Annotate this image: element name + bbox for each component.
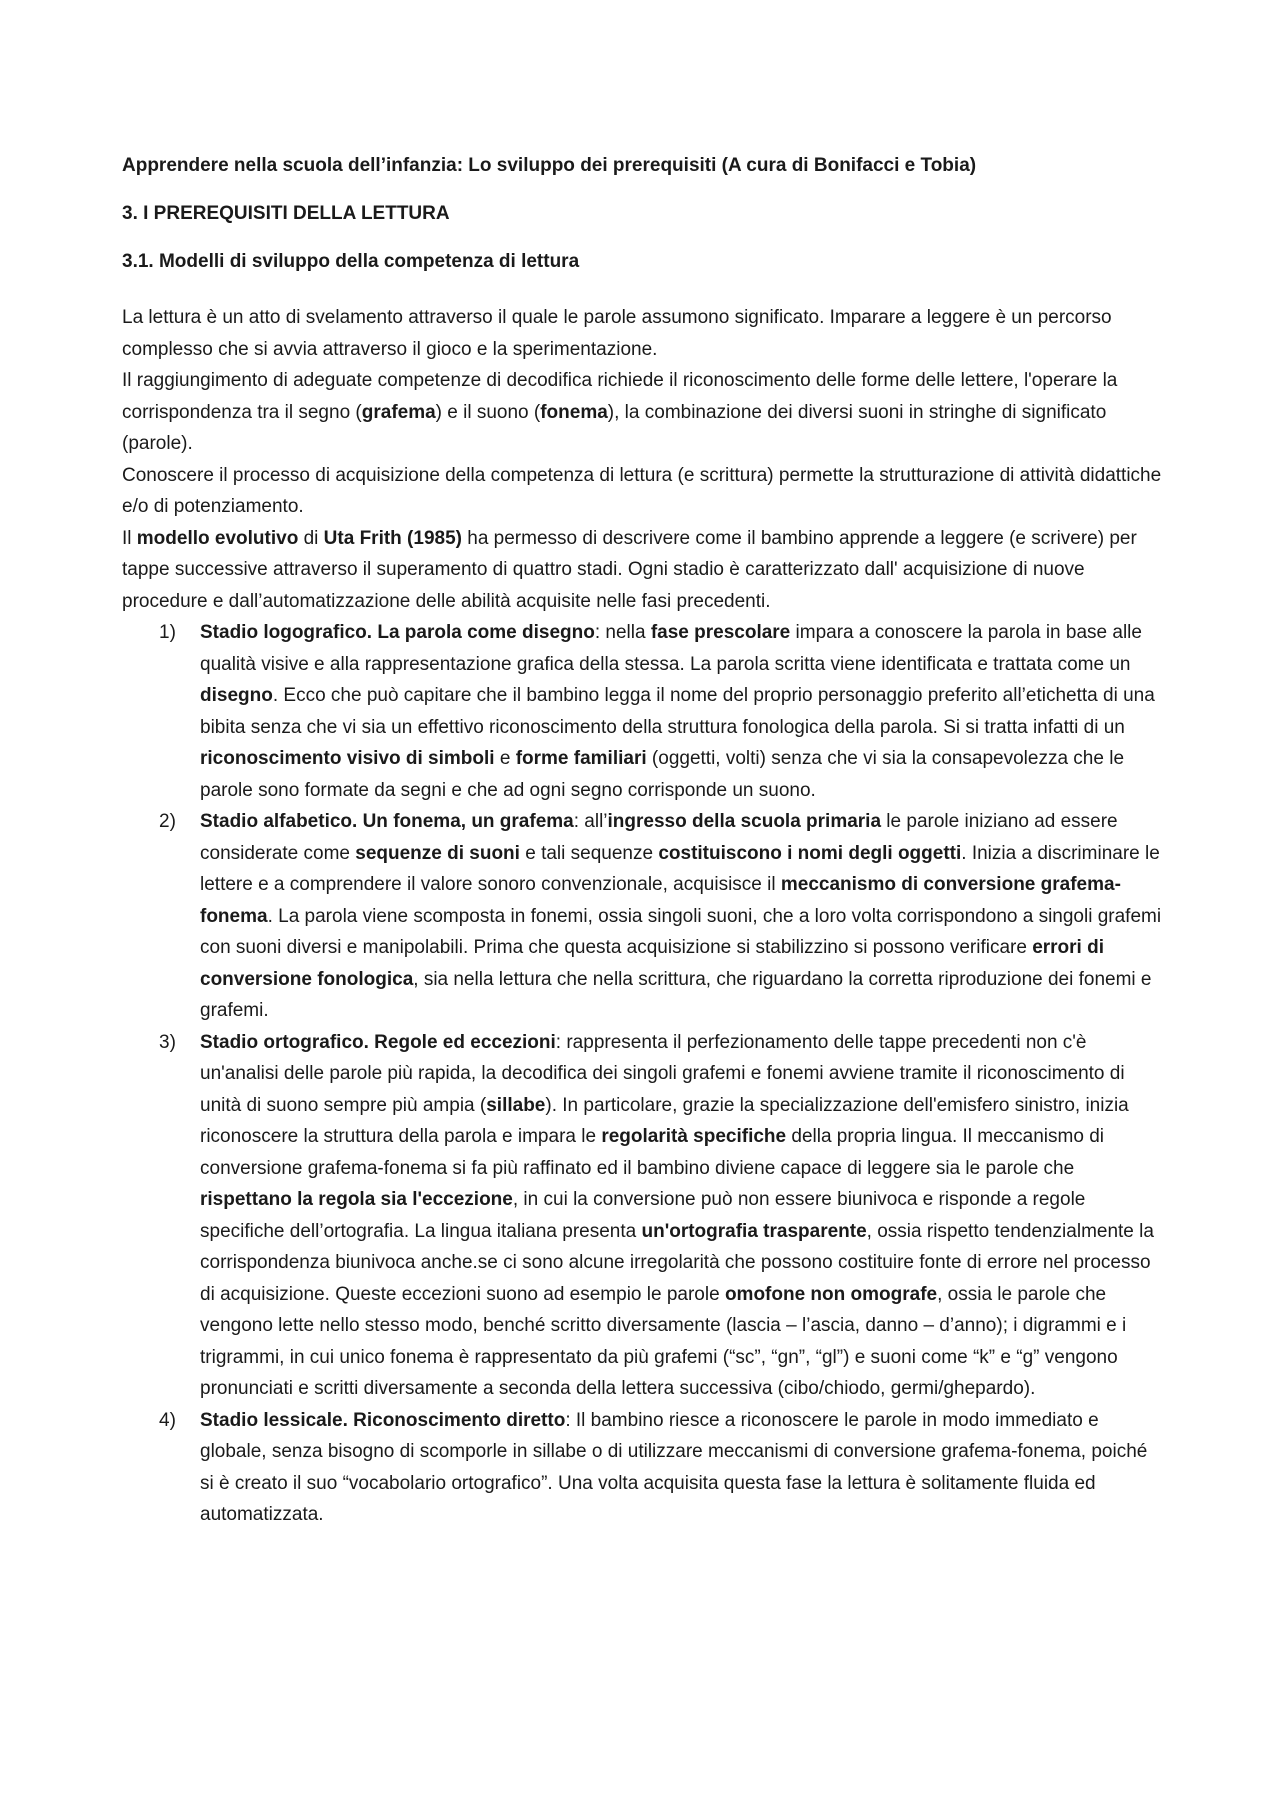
- list-item: 1) Stadio logografico. La parola come disegno: nella fase prescolare impara a conoscere la parola in base alle qualità visive e alla rappresentazione grafica della stessa. La parola scritta viene identificata e trattata come un disegno. Ecco che può capitare che il bambino legga il nome del proprio personaggio preferito all’etichetta di una bibita senza che vi sia un effettivo riconoscimento della struttura fonologica della parola. Si si tratta infatti di un riconoscimento visivo di simboli e forme familiari (oggetti, volti) senza che vi sia la consapevolezza che le parole sono formate da segni e che ad ogni segno corrisponde un suono.: [122, 617, 1162, 806]
- list-number: 3): [159, 1031, 176, 1053]
- document-body: [122, 302, 1162, 1531]
- document-title: Apprendere nella scuola dell’infanzia: Lo sviluppo dei prerequisiti (A cura di Bonifacci e Tobia): [122, 155, 977, 176]
- list-number: 1): [159, 622, 176, 643]
- document-page: [122, 152, 1162, 1531]
- list-number: 4): [159, 1409, 176, 1431]
- paragraph: Il modello evolutivo di Uta Frith (1985) ha permesso di descrivere come il bambino apprende a leggere (e scrivere) per tappe successive attraverso il superamento di quattro stadi. Ogni stadio è caratterizzato dall' acquisizione di nuove procedure e dall’automatizzazione delle abilità acquisite nelle fasi precedenti.: [122, 527, 1137, 612]
- paragraph: Conoscere il processo di acquisizione della competenza di lettura (e scrittura) permette la strutturazione di attività didattiche e/o di potenziamento.: [122, 464, 1162, 517]
- chapter-heading: 3. I PREREQUISITI DELLA LETTURA: [122, 203, 450, 224]
- paragraph: Il raggiungimento di adeguate competenze di decodifica richiede il riconoscimento delle forme delle lettere, l'operare la corrispondenza tra il segno (grafema) e il suono (fonema), la combinazione dei diversi suoni in stringhe di significato (parole).: [122, 370, 1118, 454]
- list-item: 2) Stadio alfabetico. Un fonema, un grafema: all’ingresso della scuola primaria le parole iniziano ad essere considerate come sequenze di suoni e tali sequenze costituiscono i nomi degli oggetti. Inizia a discriminare le lettere e a comprendere il valore sonoro convenzionale, acquisisce il meccanismo di conversione grafema-fonema. La parola viene scomposta in fonemi, ossia singoli suoni, che a loro volta corrispondono a singoli grafemi con suoni diversi e manipolabili. Prima che questa acquisizione si stabilizzino si possono verificare errori di conversione fonologica, sia nella lettura che nella scrittura, che riguardano la corretta riproduzione dei fonemi e grafemi.: [122, 806, 1162, 1027]
- paragraph: La lettura è un atto di svelamento attraverso il quale le parole assumono significato. Imparare a leggere è un percorso complesso che si avvia attraverso il gioco e la sperimentazione.: [122, 307, 1112, 360]
- list-item: 4) Stadio lessicale. Riconoscimento diretto: Il bambino riesce a riconoscere le parole in modo immediato e globale, senza bisogno di scomporle in sillabe o di utilizzare meccanismi di conversione grafema-fonema, poiché si è creato il suo “vocabolario ortografico”. Una volta acquisita questa fase la lettura è solitamente fluida ed automatizzata.: [122, 1405, 1162, 1531]
- section-heading: 3.1. Modelli di sviluppo della competenza di lettura: [122, 251, 580, 272]
- list-item: 3) Stadio ortografico. Regole ed eccezioni: rappresenta il perfezionamento delle tappe precedenti non c'è un'analisi delle parole più rapida, la decodifica dei singoli grafemi e fonemi avviene tramite il riconoscimento di unità di suono sempre più ampia (sillabe). In particolare, grazie la specializzazione dell'emisfero sinistro, inizia riconoscere la struttura della parola e impara le regolarità specifiche della propria lingua. Il meccanismo di conversione grafema-fonema si fa più raffinato ed il bambino diviene capace di leggere sia le parole che rispettano la regola sia l'eccezione, in cui la conversione può non essere biunivoca e risponde a regole specifiche dell’ortografia. La lingua italiana presenta un'ortografia trasparente, ossia rispetto tendenzialmente la corrispondenza biunivoca anche.se ci sono alcune irregolarità che possono costituire fonte di errore nel processo di acquisizione. Queste eccezioni suono ad esempio le parole omofone non omografe, ossia le parole che vengono lette nello stesso modo, benché scritto diversamente (lascia – l’ascia, danno – d’anno); i digrammi e i trigrammi, in cui unico fonema è rappresentato da più grafemi (“sc”, “gn”, “gl”) e suoni come “k” e “g” vengono pronunciati e scritti diversamente a seconda della lettera successiva (cibo/chiodo, germi/ghepardo).: [122, 1027, 1162, 1405]
- stages-list: [122, 617, 1162, 1531]
- list-number: 2): [159, 811, 176, 832]
